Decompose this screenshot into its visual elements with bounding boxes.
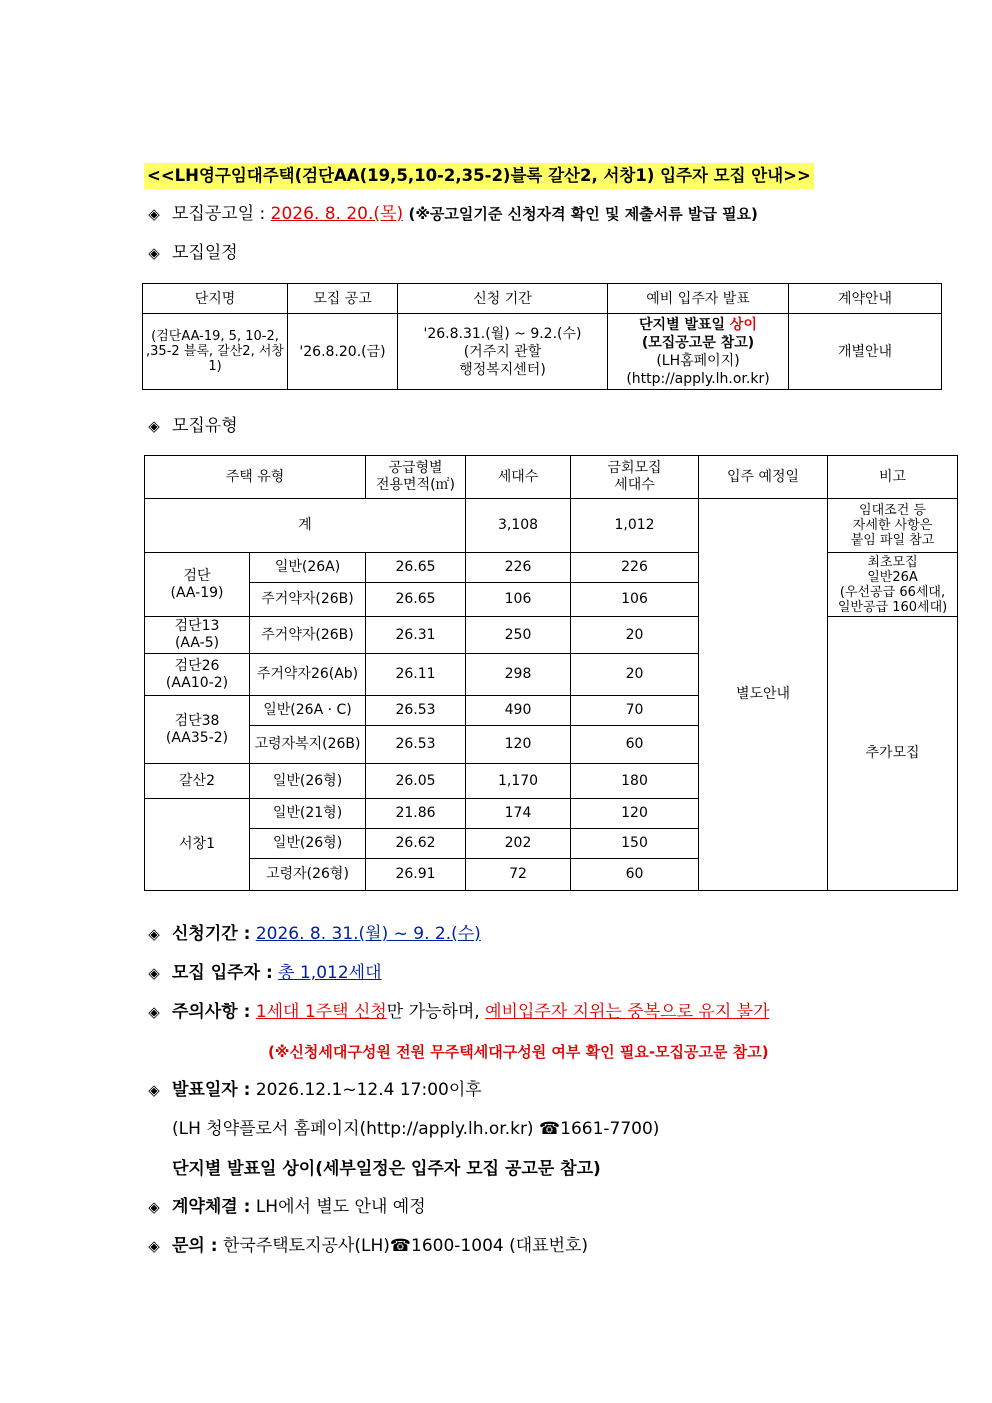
contract-value: LH에서 별도 안내 예정 — [255, 1197, 426, 1217]
row-recruit: 20 — [571, 654, 699, 696]
row-area: 26.11 — [366, 654, 466, 696]
row-area: 26.65 — [366, 553, 466, 583]
row-households: 174 — [466, 799, 571, 829]
caution-note: (※신청세대구성원 전원 무주택세대구성원 여부 확인 필요-모집공고문 참고) — [268, 1043, 769, 1061]
row-type: 일반(26A) — [250, 553, 366, 583]
row-recruit: 20 — [571, 617, 699, 654]
row-area: 26.91 — [366, 859, 466, 891]
schedule-header: 계약안내 — [789, 284, 942, 314]
complex-name-line: 검단 — [183, 567, 211, 584]
row-area: 26.31 — [366, 617, 466, 654]
recruit-line — [144, 960, 382, 986]
period-value: 2026. 8. 31.(월) ~ 9. 2.(수) — [255, 924, 481, 944]
remark-cell — [828, 553, 958, 617]
schedule-period-line: 행정복지센터) — [459, 361, 546, 378]
contact-label: 문의 : — [172, 1236, 218, 1256]
recruit-value: 총 1,012세대 — [278, 963, 382, 983]
remark-line: 임대조건 등 — [859, 503, 926, 518]
announce-label: 모집공고일 : — [172, 204, 266, 224]
schedule-complex: (검단AA-19, 5, 10-2, ,35-2 블록, 갈산2, 서창1) — [143, 314, 288, 390]
schedule-header: 예비 입주자 발표 — [608, 284, 789, 314]
row-area: 26.53 — [366, 726, 466, 764]
types-header — [571, 456, 699, 499]
result-site: (LH 청약플로서 홈페이지(http://apply.lh.or.kr) ☎1661-7700) — [172, 1119, 660, 1139]
row-recruit: 120 — [571, 799, 699, 829]
row-recruit: 226 — [571, 553, 699, 583]
schedule-header: 단지명 — [143, 284, 288, 314]
complex-name-line: 검단26 — [174, 657, 220, 674]
row-type: 일반(21형) — [250, 799, 366, 829]
complex-name — [145, 553, 250, 617]
types-heading — [144, 413, 238, 439]
row-type: 일반(26형) — [250, 764, 366, 799]
caution-label: 주의사항 : — [172, 1002, 251, 1022]
remark-line: 붙임 파일 참고 — [850, 533, 935, 548]
types-header-line: 전용면적(㎡) — [376, 477, 456, 493]
diamond-bullet-icon: ◈ — [148, 205, 160, 223]
schedule-contract: 개별안내 — [789, 314, 942, 390]
types-header-line: 금회모집 — [607, 460, 662, 476]
complex-name-line: (AA-5) — [174, 635, 220, 651]
complex-name: 서창1 — [145, 799, 250, 891]
result-line — [144, 1077, 482, 1103]
result-value: 2026.12.1~12.4 17:00이후 — [255, 1080, 482, 1100]
diamond-bullet-icon: ◈ — [148, 964, 160, 982]
remark-line: 일반26A — [867, 569, 918, 585]
row-households: 490 — [466, 696, 571, 726]
types-header: 세대수 — [466, 456, 571, 499]
result-label: 발표일자 : — [172, 1080, 251, 1100]
row-recruit: 60 — [571, 726, 699, 764]
schedule-announce-line: (모집공고문 참고) — [641, 334, 755, 351]
schedule-header: 신청 기간 — [398, 284, 608, 314]
row-area: 26.62 — [366, 829, 466, 859]
schedule-announce-line: (LH홈페이지) — [656, 352, 740, 369]
row-households: 226 — [466, 553, 571, 583]
row-households: 202 — [466, 829, 571, 859]
types-table — [144, 455, 958, 891]
row-households: 298 — [466, 654, 571, 696]
remark-cell — [828, 499, 958, 553]
contract-line — [144, 1194, 426, 1220]
row-type: 고령자(26형) — [250, 859, 366, 891]
caution-duplicate: 예비입주자 지위는 중복으로 유지 불가 — [485, 1002, 770, 1022]
complex-name-line: (AA35-2) — [165, 729, 229, 746]
row-type: 주거약자26(Ab) — [250, 654, 366, 696]
remark-line: (우선공급 66세대, — [839, 584, 946, 600]
caution-one-house: 1세대 1주택 신청 — [255, 1002, 387, 1022]
row-area: 26.05 — [366, 764, 466, 799]
row-type: 일반(26A · C) — [250, 696, 366, 726]
schedule-announce-line — [608, 316, 788, 334]
row-households: 1,170 — [466, 764, 571, 799]
row-households: 250 — [466, 617, 571, 654]
row-type: 주거약자(26B) — [250, 583, 366, 617]
types-heading-text: 모집유형 — [172, 416, 238, 436]
remark-line: 일반공급 160세대) — [837, 599, 948, 615]
schedule-header: 모집 공고 — [288, 284, 398, 314]
types-header: 비고 — [828, 456, 958, 499]
document-title: <<LH영구임대주택(검단AA(19,5,10-2,35-2)블록 갈산2, 서창1) 입주자 모집 안내>> — [144, 163, 814, 189]
types-header — [366, 456, 466, 499]
row-type: 고령자복지(26B) — [250, 726, 366, 764]
schedule-period — [398, 314, 608, 390]
period-label: 신청기간 : — [172, 924, 251, 944]
row-households: 106 — [466, 583, 571, 617]
announce-date: 2026. 8. 20.(목) — [270, 204, 404, 224]
row-recruit: 60 — [571, 859, 699, 891]
schedule-notice: '26.8.20.(금) — [288, 314, 398, 390]
row-type: 일반(26형) — [250, 829, 366, 859]
move-in-value: 별도안내 — [699, 499, 828, 891]
row-area: 26.53 — [366, 696, 466, 726]
announce-note: (※공고일기준 신청자격 확인 및 제출서류 발급 필요) — [408, 205, 758, 223]
complex-name: 갈산2 — [145, 764, 250, 799]
row-households: 72 — [466, 859, 571, 891]
period-line — [144, 921, 481, 947]
complex-name-line: 검단13 — [174, 618, 220, 634]
row-recruit: 150 — [571, 829, 699, 859]
complex-name — [145, 617, 250, 654]
remark-additional: 추가모집 — [828, 617, 958, 891]
complex-name — [145, 696, 250, 764]
schedule-table — [142, 283, 942, 390]
schedule-heading — [144, 240, 238, 266]
schedule-announce — [608, 314, 789, 390]
contact-value: 한국주택토지공사(LH)☎1600-1004 (대표번호) — [222, 1236, 589, 1256]
row-households: 120 — [466, 726, 571, 764]
complex-name-line: (AA-19) — [170, 584, 224, 601]
contract-label: 계약체결 : — [172, 1197, 251, 1217]
total-label: 계 — [145, 499, 466, 553]
diamond-bullet-icon: ◈ — [148, 1198, 160, 1216]
diamond-bullet-icon: ◈ — [148, 417, 160, 435]
schedule-heading-text: 모집일정 — [172, 243, 238, 263]
types-header-line: 세대수 — [614, 477, 655, 493]
announce-line — [144, 201, 758, 227]
diamond-bullet-icon: ◈ — [148, 1003, 160, 1021]
types-header: 주택 유형 — [145, 456, 366, 499]
schedule-announce-text: 단지별 발표일 — [639, 316, 730, 333]
diamond-bullet-icon: ◈ — [148, 925, 160, 943]
complex-name-line: (AA10-2) — [165, 674, 229, 691]
row-recruit: 70 — [571, 696, 699, 726]
diamond-bullet-icon: ◈ — [148, 1081, 160, 1099]
total-recruit: 1,012 — [571, 499, 699, 553]
caution-line — [144, 999, 770, 1025]
remark-line: 최초모집 — [867, 554, 918, 570]
remark-line: 자세한 사항은 — [852, 518, 933, 533]
schedule-period-line: (거주지 관할 — [463, 343, 542, 360]
row-recruit: 106 — [571, 583, 699, 617]
diamond-bullet-icon: ◈ — [148, 244, 160, 262]
schedule-period-line: '26.8.31.(월) ~ 9.2.(수) — [423, 325, 582, 342]
complex-name — [145, 654, 250, 696]
schedule-announce-url: (http://apply.lh.or.kr) — [626, 370, 770, 387]
row-type: 주거약자(26B) — [250, 617, 366, 654]
types-header-line: 공급형별 — [388, 460, 443, 476]
recruit-label: 모집 입주자 : — [172, 963, 273, 983]
total-households: 3,108 — [466, 499, 571, 553]
result-note: 단지별 발표일 상이(세부일정은 입주자 모집 공고문 참고) — [172, 1159, 601, 1179]
complex-name-line: 검단38 — [174, 712, 220, 729]
caution-mid: 만 가능하며, — [386, 1002, 486, 1022]
row-area: 26.65 — [366, 583, 466, 617]
contact-line — [144, 1233, 588, 1259]
row-recruit: 180 — [571, 764, 699, 799]
schedule-announce-differ: 상이 — [729, 316, 757, 333]
row-area: 21.86 — [366, 799, 466, 829]
diamond-bullet-icon: ◈ — [148, 1237, 160, 1255]
types-header: 입주 예정일 — [699, 456, 828, 499]
